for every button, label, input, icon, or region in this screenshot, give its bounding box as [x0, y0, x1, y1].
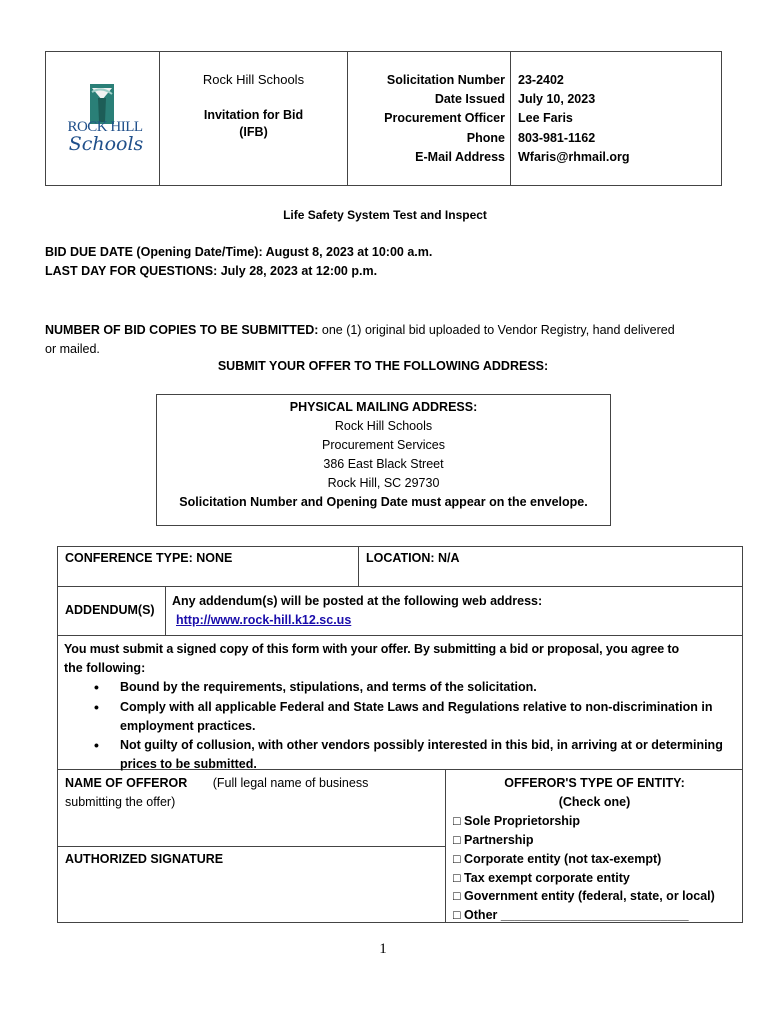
- agreement-bullet: • Bound by the requirements, stipulations, and terms of the solicitation.: [64, 678, 736, 697]
- entity-subheading: (Check one): [558, 794, 631, 809]
- bid-copies-paragraph: [45, 321, 735, 359]
- agreement-row: [58, 636, 742, 770]
- entity-option-partnership[interactable]: □ Partnership: [453, 832, 534, 847]
- conference-row: [58, 547, 742, 587]
- logo-cell: [46, 52, 160, 186]
- bid-copies-text-cont: or mailed.: [45, 342, 100, 356]
- address-line: Rock Hill Schools: [334, 419, 433, 433]
- entity-option-tax-exempt[interactable]: □ Tax exempt corporate entity: [453, 870, 630, 885]
- agreement-bullet: • Not guilty of collusion, with other vendors possibly interested in this bid, in arriving at or determining prices to be submitted.: [64, 736, 736, 774]
- checkbox-icon[interactable]: □: [453, 870, 461, 885]
- checkbox-icon[interactable]: □: [453, 813, 461, 828]
- bid-copies-text: one (1) original bid uploaded to Vendor Registry, hand delivered: [318, 323, 675, 337]
- offeror-name-label: NAME OF OFFEROR: [65, 776, 188, 790]
- field-label: Procurement Officer: [384, 111, 505, 126]
- bid-due-date: BID DUE DATE (Opening Date/Time): August 8, 2023 at 10:00 a.m.: [45, 245, 433, 259]
- document-title: Life Safety System Test and Inspect: [283, 208, 487, 222]
- entity-option-other[interactable]: □ Other ___________________________: [453, 908, 689, 923]
- offeror-name-field[interactable]: [65, 774, 368, 812]
- submit-heading: SUBMIT YOUR OFFER TO THE FOLLOWING ADDRESS:: [217, 359, 549, 373]
- logo-wordmark: ROCK HILL: [67, 119, 143, 135]
- field-values-cell: [511, 52, 722, 186]
- rock-hill-logo: [46, 52, 159, 185]
- field-label: E-Mail Address: [415, 149, 505, 164]
- field-label: Phone: [466, 130, 505, 145]
- checkbox-icon[interactable]: □: [453, 851, 461, 866]
- org-name: Rock Hill Schools: [202, 72, 305, 87]
- field-labels-cell: [348, 52, 511, 186]
- addendum-label: ADDENDUM(S): [65, 603, 155, 617]
- solicitation-number: 23-2402: [518, 73, 564, 87]
- address-line: Rock Hill, SC 29730: [327, 476, 440, 490]
- checkbox-icon[interactable]: □: [453, 908, 461, 923]
- field-label: Solicitation Number: [386, 73, 505, 87]
- offeror-name-hint-cont: submitting the offer): [65, 795, 176, 809]
- offeror-row: [58, 770, 742, 922]
- addendum-text: Any addendum(s) will be posted at the following web address:: [172, 594, 543, 608]
- mailing-address-box: [156, 394, 611, 526]
- envelope-note: Solicitation Number and Opening Date must appear on the envelope.: [179, 495, 588, 509]
- agreement-bullet: • Comply with all applicable Federal and State Laws and Regulations relative to non-discrimination in employment practices.: [64, 698, 736, 736]
- entity-heading: OFFEROR'S TYPE OF ENTITY:: [504, 776, 685, 790]
- address-heading: PHYSICAL MAILING ADDRESS:: [289, 400, 478, 414]
- email-address: Wfaris@rhmail.org: [518, 149, 630, 164]
- field-label: Date Issued: [434, 92, 505, 107]
- last-day-questions: LAST DAY FOR QUESTIONS: July 28, 2023 at 12:00 p.m.: [45, 264, 378, 278]
- address-line: 386 East Black Street: [323, 457, 444, 471]
- checkbox-icon[interactable]: □: [453, 832, 461, 847]
- entity-option-sole-proprietorship[interactable]: □ Sole Proprietorship: [453, 813, 581, 828]
- offeror-name-hint: (Full legal name of business: [212, 776, 369, 790]
- page-number: 1: [379, 941, 387, 957]
- address-line: Procurement Services: [322, 438, 445, 452]
- header-table: [45, 51, 722, 186]
- addendum-link[interactable]: http://www.rock-hill.k12.sc.us: [176, 613, 352, 627]
- addendum-row: [58, 587, 742, 636]
- authorized-signature-field[interactable]: AUTHORIZED SIGNATURE: [65, 852, 224, 866]
- conference-type: CONFERENCE TYPE: NONE: [65, 551, 233, 565]
- org-cell: [160, 52, 348, 186]
- doc-type-abbrev: (IFB): [239, 125, 268, 139]
- entity-option-corporate[interactable]: □ Corporate entity (not tax-exempt): [453, 851, 662, 866]
- agreement-text-cont: the following:: [64, 661, 146, 676]
- phone: 803-981-1162: [518, 130, 596, 145]
- location: LOCATION: N/A: [366, 551, 460, 565]
- date-issued: July 10, 2023: [518, 92, 596, 107]
- bid-copies-label: NUMBER OF BID COPIES TO BE SUBMITTED:: [45, 323, 319, 337]
- agreement-text: You must submit a signed copy of this form with your offer. By submitting a bid or proposal, you agree to: [64, 642, 680, 656]
- procurement-officer: Lee Faris: [518, 111, 573, 126]
- entity-type-section: [446, 774, 743, 925]
- doc-type: Invitation for Bid: [203, 108, 304, 122]
- offer-form-table: [57, 546, 743, 923]
- checkbox-icon[interactable]: □: [453, 889, 461, 904]
- entity-option-government[interactable]: □ Government entity (federal, state, or local): [453, 889, 715, 904]
- logo-script: Schools: [68, 133, 144, 155]
